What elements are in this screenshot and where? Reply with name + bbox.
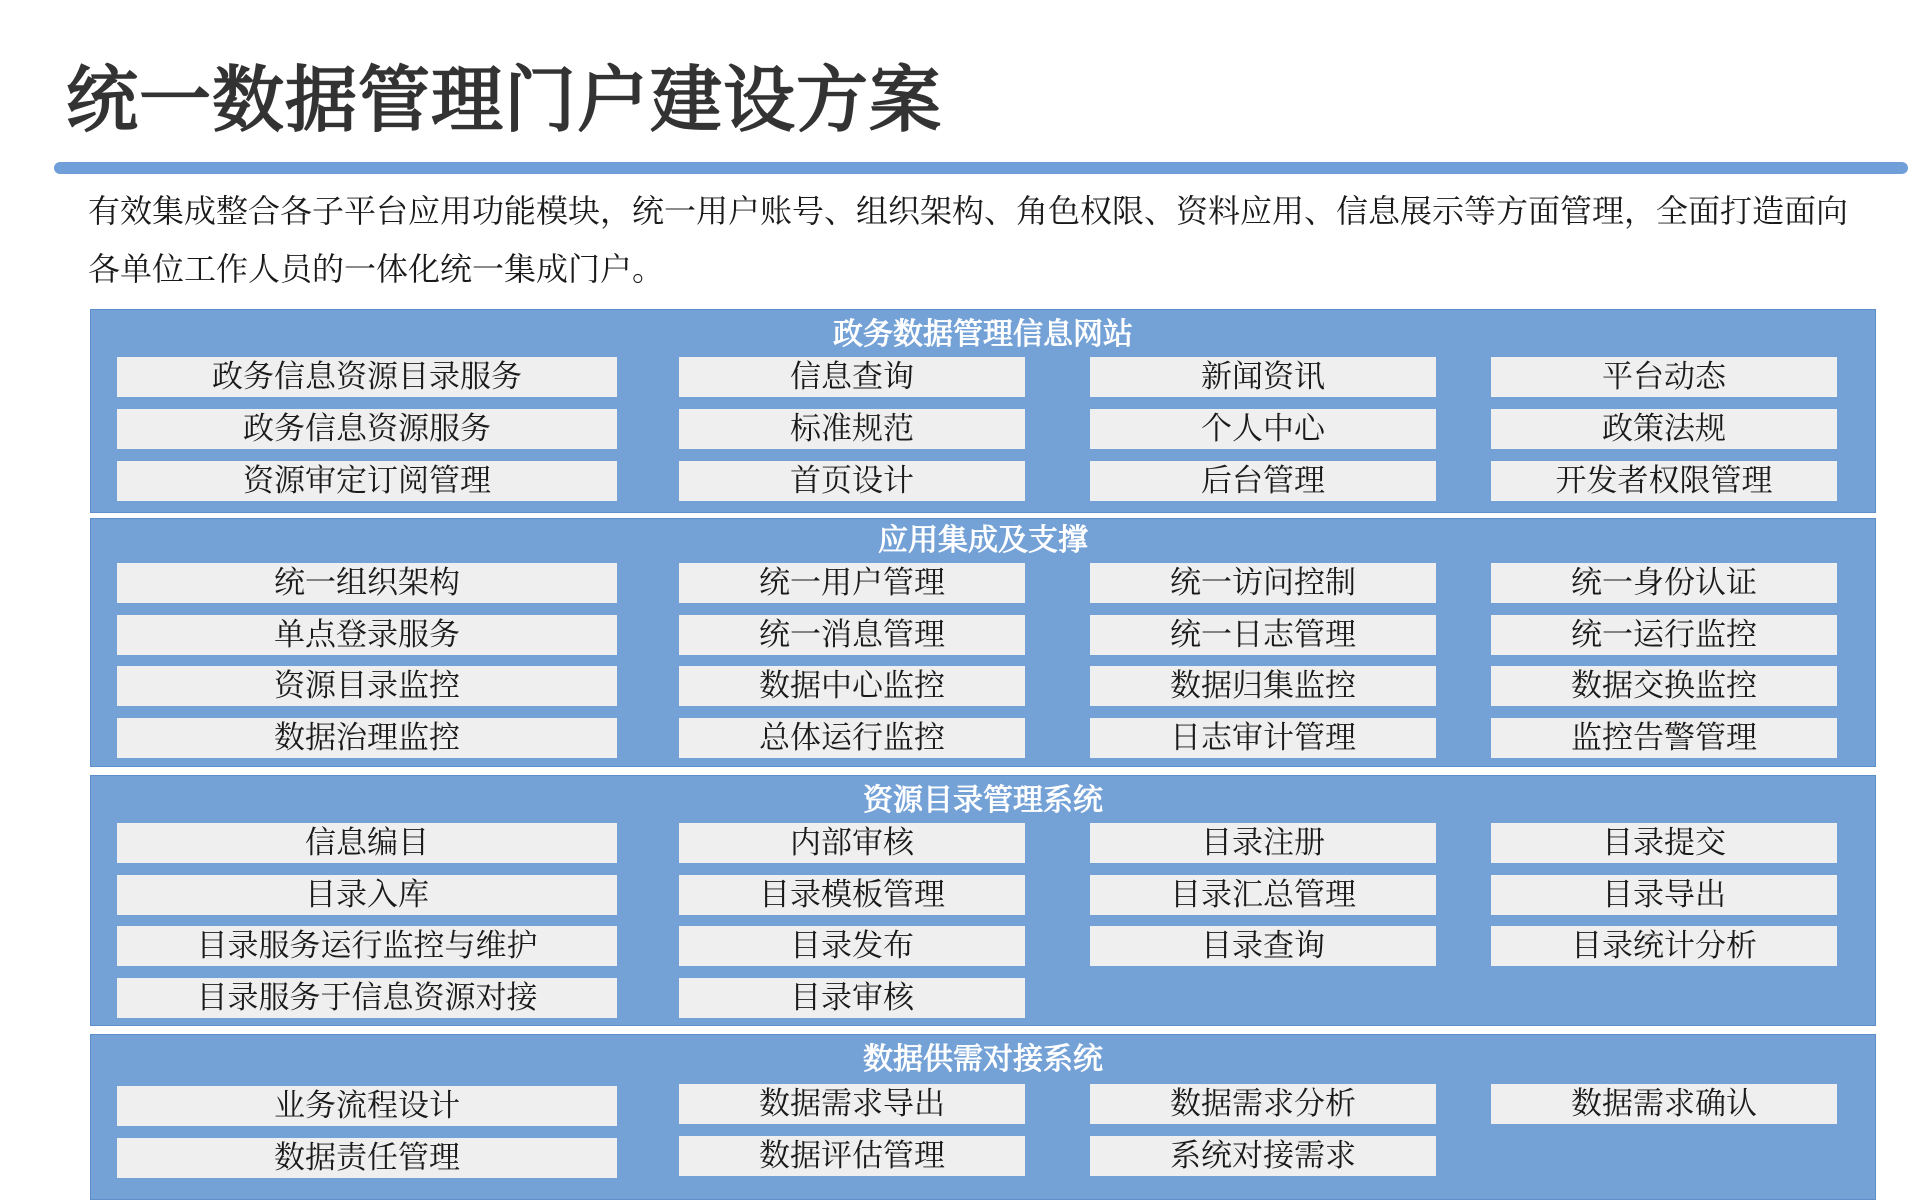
module-cell: 后台管理: [1090, 461, 1436, 501]
module-cell: 数据需求确认: [1491, 1084, 1837, 1124]
module-cell: 首页设计: [679, 461, 1025, 501]
module-cell: 目录汇总管理: [1090, 875, 1436, 915]
module-cell: 目录统计分析: [1491, 926, 1837, 966]
module-cell: 数据交换监控: [1491, 666, 1837, 706]
module-cell: 目录查询: [1090, 926, 1436, 966]
section-title: 应用集成及支撑: [878, 523, 1088, 558]
module-cell: 总体运行监控: [679, 718, 1025, 758]
module-cell: 统一消息管理: [679, 615, 1025, 655]
module-cell: 信息查询: [679, 357, 1025, 397]
section-app-integration: [90, 518, 1876, 767]
module-cell: 统一访问控制: [1090, 563, 1436, 603]
module-cell: 个人中心: [1090, 409, 1436, 449]
module-cell: 目录提交: [1491, 823, 1837, 863]
module-cell: 目录注册: [1090, 823, 1436, 863]
title-underline: [54, 162, 1908, 174]
page-title: 统一数据管理门户建设方案: [66, 58, 943, 142]
section-gov-data-website: [90, 309, 1876, 513]
module-cell: 目录入库: [117, 875, 617, 915]
module-cell: 目录审核: [679, 978, 1025, 1018]
module-cell: 数据需求分析: [1090, 1084, 1436, 1124]
module-cell: 监控告警管理: [1491, 718, 1837, 758]
module-cell: 目录服务运行监控与维护: [117, 926, 617, 966]
module-cell: 数据需求导出: [679, 1084, 1025, 1124]
section-resource-catalog: [90, 775, 1876, 1026]
module-cell: 统一组织架构: [117, 563, 617, 603]
module-cell: 资源审定订阅管理: [117, 461, 617, 501]
module-cell: 业务流程设计: [117, 1086, 617, 1126]
module-cell: 开发者权限管理: [1491, 461, 1837, 501]
module-cell: 目录导出: [1491, 875, 1837, 915]
section-title: 数据供需对接系统: [863, 1042, 1103, 1077]
module-cell: 统一身份认证: [1491, 563, 1837, 603]
module-cell: 统一用户管理: [679, 563, 1025, 603]
intro-paragraph: 有效集成整合各子平台应用功能模块，统一用户账号、组织架构、角色权限、资料应用、信息展示等方面管理，全面打造面向各单位工作人员的一体化统一集成门户。: [88, 192, 1849, 288]
module-cell: 政务信息资源目录服务: [117, 357, 617, 397]
module-cell: 统一运行监控: [1491, 615, 1837, 655]
module-cell: 数据治理监控: [117, 718, 617, 758]
module-cell: 数据责任管理: [117, 1138, 617, 1178]
module-cell: 目录模板管理: [679, 875, 1025, 915]
section-data-supply-demand: [90, 1034, 1876, 1200]
module-cell: 资源目录监控: [117, 666, 617, 706]
section-title: 资源目录管理系统: [863, 783, 1103, 818]
module-cell: 系统对接需求: [1090, 1136, 1436, 1176]
section-title: 政务数据管理信息网站: [833, 317, 1133, 352]
module-cell: 政策法规: [1491, 409, 1837, 449]
module-cell: 数据中心监控: [679, 666, 1025, 706]
module-cell: 内部审核: [679, 823, 1025, 863]
module-cell: 数据归集监控: [1090, 666, 1436, 706]
module-cell: 新闻资讯: [1090, 357, 1436, 397]
module-cell: 统一日志管理: [1090, 615, 1436, 655]
module-cell: 单点登录服务: [117, 615, 617, 655]
module-cell: 目录发布: [679, 926, 1025, 966]
module-cell: 政务信息资源服务: [117, 409, 617, 449]
module-cell: 平台动态: [1491, 357, 1837, 397]
module-cell: 目录服务于信息资源对接: [117, 978, 617, 1018]
module-cell: 标准规范: [679, 409, 1025, 449]
module-cell: 信息编目: [117, 823, 617, 863]
module-cell: 数据评估管理: [679, 1136, 1025, 1176]
module-cell: 日志审计管理: [1090, 718, 1436, 758]
